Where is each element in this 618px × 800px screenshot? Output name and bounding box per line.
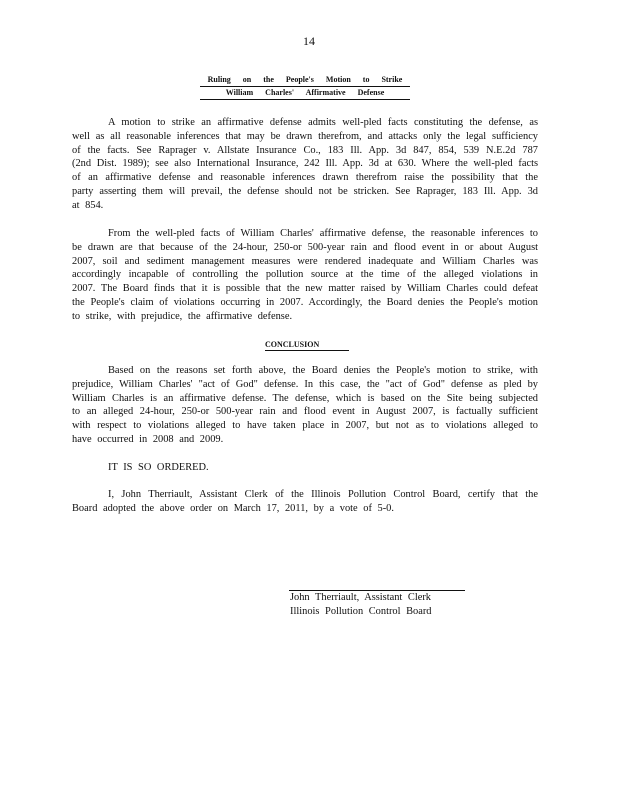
paragraph-text: A motion to strike an affirmative defense admits well-pled facts constituting the defense, as well as all reasonable inferences that may be drawn therefrom, and attacks only the legal sufficiency of the facts. See Raprager v. Allstate Insurance Co., 183 Ill. App. 3d 847, 854, 539 N.E.2d 787 (2nd Dist. 1989); see also International Insurance, 242 Ill. App. 3d at 630. Where the well-pled facts of an affirmative defense and reasonable inferences drawn therefrom raise the possibility that the party asserting them will prevail, the defense should not be stricken. See Raprager, 183 Ill. App. 3d at 854. <box>72 117 538 211</box>
paragraph-so-ordered <box>72 461 538 475</box>
paragraph-text: IT IS SO ORDERED. <box>108 462 209 473</box>
page-number: 14 <box>303 34 315 48</box>
paragraph-text: From the well-pled facts of William Charles' affirmative defense, the reasonable inferences to be drawn are that because of the 24-hour, 250-or 500-year rain and flood event in or about August 2007, soil and sediment management measures were rendered inadequate and William Charles was accordingly incapable of controlling the pollution source at the time of the alleged violations in 2007. The Board finds that it is possible that the new matter raised by William Charles could defeat the People's claim of violations occurring in 2007. Accordingly, the Board denies the People's motion to strike, with prejudice, the affirmative defense. <box>72 228 538 322</box>
conclusion-heading: CONCLUSION <box>265 339 349 351</box>
signature-organization: Illinois Pollution Control Board <box>290 606 432 617</box>
section-heading <box>200 74 410 100</box>
paragraph-certification <box>72 488 538 516</box>
paragraph-motion-to-strike-standard <box>72 116 538 213</box>
section-heading-line-1: Ruling on the People's Motion to Strike <box>200 74 410 87</box>
section-heading-line-2: William Charles' Affirmative Defense <box>200 87 410 100</box>
paragraph-text: Based on the reasons set forth above, the Board denies the People's motion to strike, with prejudice, William Charles' "act of God" defense. In this case, the "act of God" defense as pled by William Charles is an affirmative defense. The defense, which is based on the Site being subjected to an alleged 24-hour, 250-or 500-year rain and flood event in August 2007, is factually sufficient with respect to violations alleged to have taken place in 2007, but not as to violations alleged to have occurred in 2008 and 2009. <box>72 365 538 445</box>
paragraph-conclusion <box>72 364 538 447</box>
paragraph-ruling-facts <box>72 227 538 324</box>
paragraph-text: I, John Therriault, Assistant Clerk of the Illinois Pollution Control Board, certify that the Board adopted the above order on March 17, 2011, by a vote of 5-0. <box>72 489 538 514</box>
signature-name: John Therriault, Assistant Clerk <box>290 592 431 603</box>
